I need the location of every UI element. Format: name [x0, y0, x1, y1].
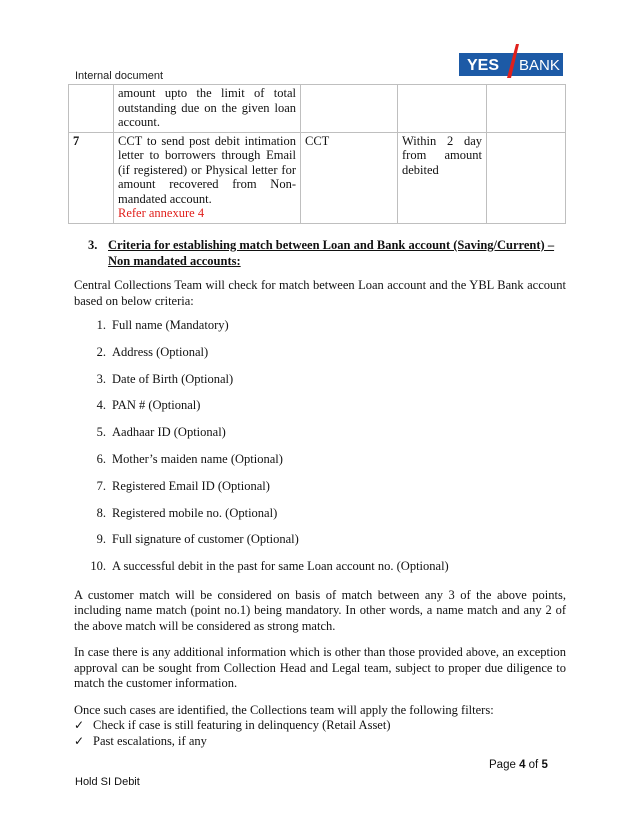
section-heading	[74, 238, 566, 269]
list-item-text: Mother’s maiden name (Optional)	[112, 451, 283, 466]
list-item-number: 4.	[96, 398, 106, 413]
checkmark-icon: ✓	[74, 718, 85, 733]
list-item-text: Registered Email ID (Optional)	[112, 478, 270, 493]
yes-bank-logo-graphic	[459, 44, 563, 78]
list-item-text: PAN # (Optional)	[112, 398, 201, 413]
table-row	[69, 132, 566, 223]
page-current: 4	[519, 759, 526, 771]
filters-intro-paragraph: Once such cases are identified, the Collections team will apply the following filters:	[74, 702, 494, 717]
list-item-number: 5.	[96, 425, 106, 440]
list-item-number: 2.	[96, 344, 106, 359]
page-prefix: Page	[489, 759, 520, 771]
checkmark-icon: ✓	[74, 734, 85, 749]
list-item	[74, 734, 566, 750]
table-cell-number: 7	[69, 132, 114, 223]
list-item	[74, 318, 566, 345]
match-paragraph: A customer match will be considered on basis of match between any 3 of the above points, including name match (point no.1) being mandatory. In other words, a name match and any 2 of the above match will be considered as strong match.	[74, 587, 566, 633]
list-item	[74, 479, 566, 506]
footer-document-label: Hold SI Debit	[75, 776, 140, 788]
page-number	[489, 759, 548, 771]
table-cell-activity	[114, 132, 301, 223]
list-item-text: Date of Birth (Optional)	[112, 371, 234, 386]
list-item	[74, 345, 566, 372]
table-cell-owner: CCT	[301, 132, 398, 223]
list-item	[74, 506, 566, 533]
table-cell-timeline: Within 2 day from amount debited	[398, 132, 487, 223]
annexure-reference: Refer annexure 4	[118, 206, 205, 220]
list-item-number: 6.	[96, 451, 106, 466]
table-cell-timeline	[398, 85, 487, 133]
yes-bank-logo	[459, 44, 563, 78]
section-heading-text: Criteria for establishing match between Loan and Bank account (Saving/Current) – Non mandated accounts:	[108, 238, 555, 268]
list-item-text: Past escalations, if any	[93, 734, 207, 749]
list-item-text: Aadhaar ID (Optional)	[112, 425, 226, 440]
logo-bank-text: BANK	[519, 57, 560, 74]
list-item-text: A successful debit in the past for same Loan account no. (Optional)	[112, 559, 449, 574]
list-item-number: 9.	[96, 532, 106, 547]
intro-paragraph: Central Collections Team will check for match between Loan account and the YBL Bank account based on below criteria:	[74, 278, 566, 308]
list-item-number: 3.	[96, 371, 106, 386]
list-item-number: 1.	[96, 318, 106, 332]
list-item-text: Check if case is still featuring in delinquency (Retail Asset)	[93, 718, 391, 733]
table-row	[69, 85, 566, 133]
list-item-number: 7.	[96, 478, 106, 493]
list-item	[74, 559, 566, 586]
list-item-text: Address (Optional)	[112, 344, 209, 359]
filters-list	[74, 718, 566, 750]
list-item-text: Full signature of customer (Optional)	[112, 532, 299, 547]
table-cell-number	[69, 85, 114, 133]
list-item	[74, 452, 566, 479]
list-item	[74, 718, 566, 734]
list-item	[74, 398, 566, 425]
list-item	[74, 532, 566, 559]
list-item-number: 8.	[96, 505, 106, 520]
list-item	[74, 372, 566, 399]
table-cell-text: amount upto the limit of total outstanding due on the given loan account.	[118, 86, 296, 129]
page-of: of	[525, 759, 542, 771]
logo-yes-text: YES	[467, 57, 500, 74]
process-table	[68, 84, 566, 224]
table-cell-owner	[301, 85, 398, 133]
list-item	[74, 425, 566, 452]
table-cell-activity	[114, 85, 301, 133]
list-item-text: Full name (Mandatory)	[112, 318, 229, 332]
table-cell-text: CCT to send post debit intimation letter to borrowers through Email (if registered) or Physical letter for amount recovered from Non-mandated account.	[118, 133, 296, 206]
exception-paragraph: In case there is any additional information which is other than those provided above, an exception approval can be sought from Collection Head and Legal team, subject to proper due diligence to match the customer information.	[74, 645, 566, 691]
table-cell-extra	[487, 85, 566, 133]
list-item-number: 10.	[90, 559, 106, 574]
page-total: 5	[541, 759, 548, 771]
header-internal-document: Internal document	[75, 70, 164, 82]
criteria-list	[74, 318, 566, 586]
section-number: 3.	[88, 238, 98, 252]
list-item-text: Registered mobile no. (Optional)	[112, 505, 278, 520]
table-cell-extra	[487, 132, 566, 223]
section-criteria	[74, 238, 566, 750]
